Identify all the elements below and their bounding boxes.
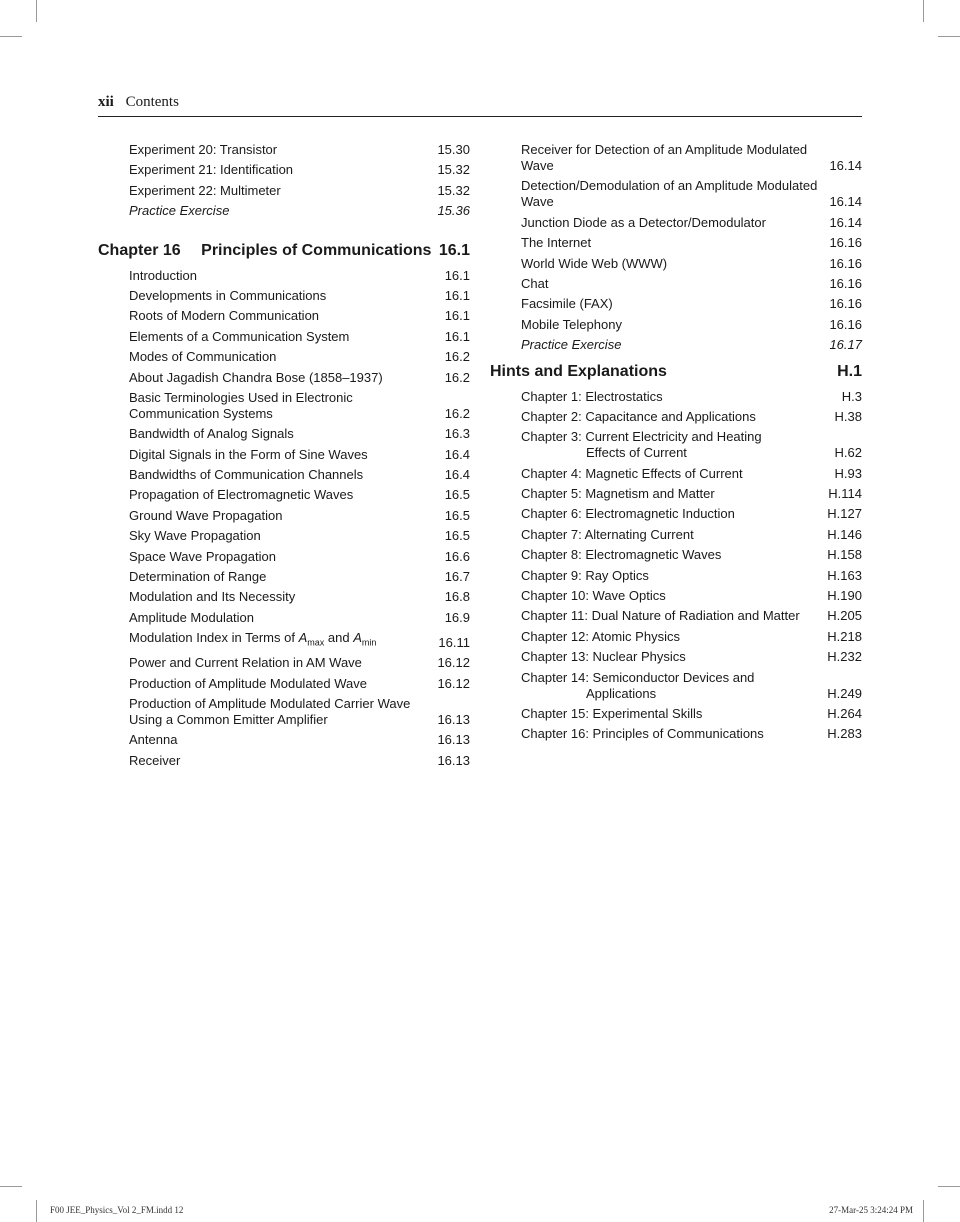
toc-entry-page: H.232 (827, 649, 862, 665)
toc-entry-page: 16.13 (437, 711, 470, 727)
toc-entry-page: 16.16 (829, 296, 862, 312)
toc-entry-page: 16.1 (444, 308, 470, 324)
toc-entry-title: Chapter 15: Experimental Skills (521, 705, 703, 721)
toc-entry[interactable] (98, 286, 470, 306)
crop-mark (923, 1200, 924, 1222)
toc-entry-title: Receiver (129, 752, 181, 768)
footer-date-slug: 27-Mar-25 3:24:24 PM (829, 1205, 913, 1215)
toc-entry-page: 16.14 (829, 158, 862, 173)
hints-title: Hints and Explanations (490, 362, 667, 380)
crop-mark (923, 0, 924, 22)
toc-entry[interactable] (98, 485, 470, 505)
crop-mark (938, 36, 960, 37)
toc-entry[interactable] (98, 140, 470, 160)
toc-entry[interactable] (490, 427, 862, 463)
toc-entry-page: 16.13 (437, 752, 470, 768)
hints-heading[interactable] (490, 363, 862, 381)
toc-entry[interactable] (98, 266, 470, 286)
toc-entry[interactable] (98, 368, 470, 388)
toc-entry-title: Chapter 13: Nuclear Physics (521, 649, 686, 665)
toc-entry-page: 16.9 (444, 609, 470, 625)
toc-entry-page: 15.36 (437, 203, 470, 219)
toc-entry-title: Bandwidth of Analog Signals (129, 426, 294, 442)
toc-entry[interactable] (98, 327, 470, 347)
toc-entry-page: 16.17 (829, 337, 862, 353)
toc-entry-page: 16.2 (444, 349, 470, 365)
toc-entry-page: 15.30 (437, 142, 470, 157)
toc-right-entries (490, 140, 862, 356)
toc-entry-page: 15.32 (437, 182, 470, 198)
running-head (98, 94, 862, 117)
toc-entry-title: Developments in Communications (129, 287, 327, 303)
toc-entry-title: Chapter 16: Principles of Communications (521, 726, 764, 742)
toc-entry-title: Elements of a Communication System (129, 328, 350, 344)
toc-entry-page: 16.16 (829, 255, 862, 271)
chapter-title: Principles of Communications (201, 241, 432, 259)
toc-entry-title: World Wide Web (WWW) (521, 255, 668, 271)
toc-entry-title: Chapter 2: Capacitance and Applications (521, 408, 756, 424)
toc-entry-page: H.127 (827, 506, 862, 522)
toc-entry-page: H.283 (827, 726, 862, 742)
toc-entry[interactable] (490, 586, 862, 606)
toc-entry[interactable] (490, 315, 862, 335)
toc-entry-page: 16.7 (444, 569, 470, 585)
toc-entry-title: Mobile Telephony (521, 316, 622, 332)
toc-entry-modulation-index[interactable] (98, 628, 470, 653)
crop-mark (0, 36, 22, 37)
toc-entry[interactable] (490, 704, 862, 724)
toc-entry[interactable] (490, 140, 862, 176)
toc-entry-page: H.3 (841, 388, 862, 404)
toc-entry-title: Chapter 3: Current Electricity and Heating Effects of Current (521, 429, 762, 461)
toc-entry-title: Space Wave Propagation (129, 548, 276, 564)
toc-entry-page: H.114 (828, 486, 862, 502)
toc-entry-page: 16.16 (829, 275, 862, 291)
toc-entry-page: 16.8 (444, 589, 470, 605)
toc-entry-title: About Jagadish Chandra Bose (1858–1937) (129, 369, 383, 385)
hints-page: H.1 (837, 362, 862, 380)
toc-entry[interactable] (98, 730, 470, 750)
toc-entry-page: 16.13 (437, 732, 470, 748)
toc-entry-page: 16.3 (444, 426, 470, 442)
toc-entry[interactable] (98, 506, 470, 526)
toc-entry[interactable] (490, 484, 862, 504)
toc-entry-page: H.205 (827, 608, 862, 624)
toc-entry-title: Modulation Index in Terms of $A_{max}$ and $A_{min}$ (129, 630, 377, 648)
toc-entry-page: H.38 (834, 408, 862, 424)
toc-entry[interactable] (98, 526, 470, 546)
toc-entry[interactable] (490, 525, 862, 545)
toc-entry-page: 16.5 (444, 507, 470, 523)
toc-entry-title: Chapter 14: Semiconductor Devices and Applications (521, 669, 755, 701)
toc-entry[interactable] (490, 724, 862, 744)
toc-entry-page: 16.1 (444, 287, 470, 303)
toc-entry[interactable] (490, 407, 862, 427)
toc-entry-page: H.62 (834, 445, 862, 461)
toc-entry-title: Practice Exercise (521, 337, 622, 353)
toc-entry[interactable] (98, 424, 470, 444)
toc-entry-title: Experiment 22: Multimeter (129, 182, 281, 198)
toc-entry-title: Chapter 6: Electromagnetic Induction (521, 506, 735, 522)
toc-entry[interactable] (490, 504, 862, 524)
crop-mark (938, 1186, 960, 1187)
toc-right-column (490, 140, 862, 745)
toc-entry[interactable] (98, 674, 470, 694)
toc-entry-page: 16.1 (444, 328, 470, 344)
toc-entry-title: Amplitude Modulation (129, 609, 255, 625)
toc-entry-title: Roots of Modern Communication (129, 308, 320, 324)
toc-entry-page: 16.5 (444, 487, 470, 503)
toc-entry[interactable] (98, 547, 470, 567)
page-folio: xii (98, 94, 114, 110)
toc-entry-page: 16.2 (444, 405, 470, 421)
toc-entry[interactable] (490, 387, 862, 407)
toc-entry-page: 16.16 (829, 235, 862, 251)
toc-entry-title: Chat (521, 275, 549, 291)
toc-entry-title: Basic Terminologies Used in Electronic Communication Systems (129, 389, 353, 421)
toc-entry-page: 16.12 (437, 675, 470, 691)
toc-entry-title: Propagation of Electromagnetic Waves (129, 487, 354, 503)
toc-entry-page: 16.11 (438, 634, 470, 650)
toc-entry[interactable] (490, 213, 862, 233)
toc-entry-title: Determination of Range (129, 569, 267, 585)
toc-entry[interactable] (98, 608, 470, 628)
toc-entry[interactable] (98, 201, 470, 221)
toc-entry-title: Chapter 1: Electrostatics (521, 388, 663, 404)
toc-entry[interactable] (490, 627, 862, 647)
toc-entry-title: Chapter 12: Atomic Physics (521, 628, 680, 644)
toc-entry-title: Experiment 21: Identification (129, 162, 294, 178)
toc-entry[interactable] (490, 335, 862, 355)
toc-entry[interactable] (98, 653, 470, 673)
toc-entry-page: H.190 (827, 588, 862, 604)
toc-entry-page: 16.2 (444, 369, 470, 385)
toc-left-entries-after (98, 653, 470, 771)
toc-entry[interactable] (98, 388, 470, 424)
toc-left-entries (98, 266, 470, 629)
toc-entry[interactable] (490, 176, 862, 212)
toc-entry-title: Power and Current Relation in AM Wave (129, 655, 362, 671)
toc-entry-title: Modulation and Its Necessity (129, 589, 296, 605)
toc-entry-page: 16.1 (444, 267, 470, 283)
toc-entry-title: Sky Wave Propagation (129, 528, 261, 544)
toc-entry-page: 16.4 (444, 446, 470, 462)
toc-entry[interactable] (490, 606, 862, 626)
toc-entry[interactable] (98, 751, 470, 771)
toc-entry[interactable] (490, 464, 862, 484)
toc-entry-page: 15.32 (437, 162, 470, 178)
toc-entry[interactable] (98, 587, 470, 607)
toc-entry-title: Antenna (129, 732, 178, 748)
toc-entry-title: Bandwidths of Communication Channels (129, 467, 364, 483)
toc-entry-title: Production of Amplitude Modulated Carrier Wave Using a Common Emitter Amplifier (129, 695, 411, 727)
toc-entry-page: 16.6 (444, 548, 470, 564)
running-title: Contents (125, 94, 179, 110)
toc-entry[interactable] (98, 181, 470, 201)
chapter-label: Chapter 16 (98, 241, 181, 259)
footer-file-slug: F00 JEE_Physics_Vol 2_FM.indd 12 (50, 1205, 184, 1215)
toc-entry[interactable] (490, 668, 862, 704)
toc-entry-title: Chapter 9: Ray Optics (521, 567, 649, 583)
toc-hint-entries (490, 387, 862, 745)
toc-entry-title: Chapter 7: Alternating Current (521, 526, 694, 542)
toc-entry-page: 16.14 (829, 194, 862, 210)
toc-entry[interactable] (490, 274, 862, 294)
toc-entry[interactable] (98, 567, 470, 587)
toc-entry[interactable] (490, 294, 862, 314)
toc-entry-title: Modes of Communication (129, 349, 277, 365)
toc-entry-page: H.93 (834, 465, 862, 481)
toc-entry[interactable] (98, 694, 470, 730)
toc-entry-title: Detection/Demodulation of an Amplitude Modulated Wave (521, 178, 818, 210)
toc-entry-title: Chapter 8: Electromagnetic Waves (521, 547, 722, 563)
toc-entry-title: Production of Amplitude Modulated Wave (129, 675, 367, 691)
toc-entry[interactable] (98, 306, 470, 326)
chapter-page: 16.1 (438, 241, 470, 259)
toc-entry-title: Receiver for Detection of an Amplitude Modulated Wave (521, 142, 808, 173)
toc-entry-page: 16.14 (829, 214, 862, 230)
toc-entry-title: Ground Wave Propagation (129, 507, 283, 523)
crop-mark (0, 1186, 22, 1187)
toc-entry[interactable] (490, 233, 862, 253)
toc-entry-page: H.249 (827, 685, 862, 701)
toc-entry-page: H.218 (827, 628, 862, 644)
toc-entry-title: Facsimile (FAX) (521, 296, 613, 312)
toc-left-top-entries (98, 140, 470, 222)
toc-entry[interactable] (490, 254, 862, 274)
toc-entry[interactable] (490, 566, 862, 586)
toc-entry-title: Introduction (129, 267, 197, 283)
toc-entry-page: 16.5 (444, 528, 470, 544)
toc-entry[interactable] (98, 465, 470, 485)
toc-entry-page: H.158 (827, 547, 862, 563)
toc-entry-page: H.146 (827, 526, 862, 542)
toc-entry-title: Chapter 10: Wave Optics (521, 588, 666, 604)
crop-mark (36, 0, 37, 22)
toc-entry-title: Junction Diode as a Detector/Demodulator (521, 214, 766, 230)
toc-left-column (98, 140, 470, 771)
chapter-16-heading[interactable] (98, 242, 470, 260)
toc-entry-page: 16.12 (437, 655, 470, 671)
toc-entry[interactable] (98, 347, 470, 367)
toc-entry-title: The Internet (521, 235, 592, 251)
toc-entry[interactable] (98, 445, 470, 465)
toc-entry[interactable] (98, 160, 470, 180)
toc-entry-page: H.163 (827, 567, 862, 583)
toc-entry[interactable] (490, 647, 862, 667)
toc-entry-title: Chapter 4: Magnetic Effects of Current (521, 465, 743, 481)
toc-entry-title: Digital Signals in the Form of Sine Waves (129, 446, 368, 462)
toc-entry-title: Experiment 20: Transistor (129, 142, 278, 157)
toc-entry-page: 16.16 (829, 316, 862, 332)
toc-entry-title: Chapter 11: Dual Nature of Radiation and Matter (521, 608, 800, 624)
toc-entry-title: Practice Exercise (129, 203, 230, 219)
toc-entry-title: Chapter 5: Magnetism and Matter (521, 486, 715, 502)
toc-entry[interactable] (490, 545, 862, 565)
toc-entry-page: H.264 (827, 705, 862, 721)
toc-entry-page: 16.4 (444, 467, 470, 483)
crop-mark (36, 1200, 37, 1222)
